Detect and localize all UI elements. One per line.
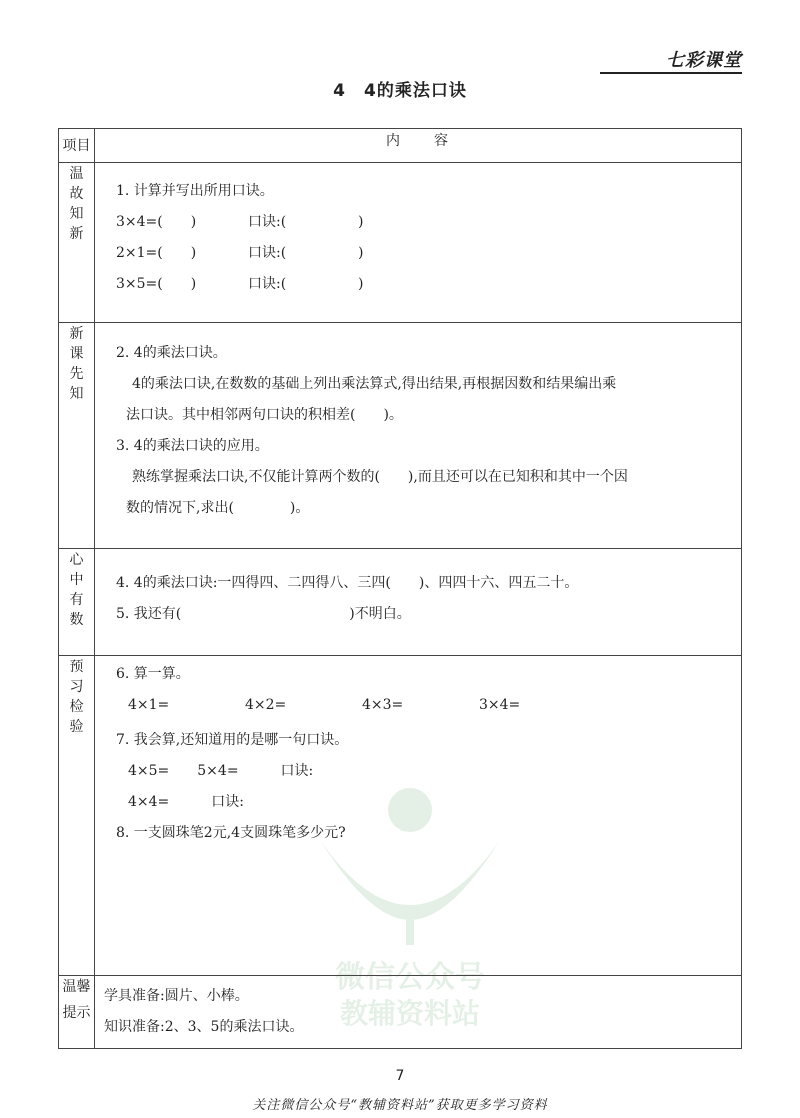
label-char: 知 (69, 386, 84, 402)
table-header-row (59, 129, 742, 163)
question-8: 8. 一支圆珠笔2元,4支圆珠笔多少元? (116, 825, 346, 841)
section-content (95, 323, 742, 549)
worksheet-table (58, 128, 742, 1049)
section-label (59, 656, 95, 976)
label-char: 温馨 (62, 979, 91, 995)
equation: 4×1= (128, 697, 170, 713)
section-label (59, 976, 95, 1049)
paragraph-line: 法口诀。其中相邻两句口诀的积相差( )。 (126, 407, 403, 423)
equation: 4×2= (245, 697, 287, 713)
label-char: 数 (69, 612, 84, 628)
rhyme-blank-end: ) (358, 214, 364, 230)
question-7: 7. 我会算,还知道用的是哪一句口诀。 (116, 732, 349, 748)
rhyme-blank-end: ) (358, 276, 364, 292)
label-char: 预 (69, 659, 84, 675)
header-label: 项目 (59, 129, 95, 163)
question-1: 1. 计算并写出所用口诀。 (116, 183, 274, 199)
label-char: 检 (69, 699, 84, 715)
section-content (95, 549, 742, 656)
label-char: 中 (69, 572, 84, 588)
rhyme-label: 口诀:( (248, 276, 287, 292)
section-content (95, 163, 742, 323)
question-2: 2. 4的乘法口诀。 (116, 345, 227, 361)
label-char: 习 (69, 679, 84, 695)
section-self-check (59, 549, 742, 656)
section-practice (59, 656, 742, 976)
paragraph-line: 熟练掌握乘法口诀,不仅能计算两个数的( ),而且还可以在已知积和其中一个因 (132, 469, 628, 485)
question-6: 6. 算一算。 (116, 666, 190, 682)
tip-line: 学具准备:圆片、小棒。 (104, 988, 249, 1004)
rhyme-label: 口诀:( (248, 245, 287, 261)
label-char: 温 (69, 166, 84, 182)
equation: 4×3= (362, 697, 404, 713)
brand-underline (600, 72, 742, 74)
brand-logo: 七彩课堂 (666, 50, 742, 71)
equation: 3×5=( ) (116, 276, 197, 292)
rhyme-label: 口诀:( (248, 214, 287, 230)
equation: 2×1=( ) (116, 245, 197, 261)
rhyme-blank-end: ) (358, 245, 364, 261)
section-content (95, 656, 742, 976)
label-char: 有 (69, 592, 84, 608)
footer-note: 关注微信公众号“教辅资料站”获取更多学习资料 (252, 1098, 548, 1113)
watermark-text-2: 教辅资料站 (339, 997, 480, 1030)
header-content: 内 容 (95, 129, 742, 163)
label-char: 新 (69, 226, 84, 242)
question-1-row (110, 238, 726, 269)
paragraph-line: 4的乘法口诀,在数数的基础上列出乘法算式,得出结果,再根据因数和结果编出乘 (132, 376, 617, 392)
section-label (59, 549, 95, 656)
label-char: 故 (69, 186, 84, 202)
watermark-text-1: 微信公众号 (335, 960, 485, 995)
tip-line: 知识准备:2、3、5的乘法口诀。 (104, 1019, 304, 1035)
question-1-row (110, 207, 726, 238)
question-7-row: 4×4= 口诀: (128, 794, 244, 810)
section-preview (59, 323, 742, 549)
label-char: 提示 (62, 1005, 91, 1021)
section-label (59, 163, 95, 323)
question-7-row: 4×5= 5×4= 口诀: (128, 763, 314, 779)
equation: 3×4= (479, 697, 521, 713)
question-3: 3. 4的乘法口诀的应用。 (116, 438, 269, 454)
page-title: 4 4的乘法口诀 (333, 81, 467, 101)
equation: 3×4=( ) (116, 214, 197, 230)
page-number: 7 (395, 1068, 405, 1084)
section-tips (59, 976, 742, 1049)
label-char: 验 (69, 719, 84, 735)
question-4: 4. 4的乘法口诀:一四得四、二四得八、三四( )、四四十六、四五二十。 (116, 575, 579, 591)
question-1-row (110, 269, 726, 300)
label-char: 新 (69, 326, 84, 342)
label-char: 先 (69, 366, 84, 382)
label-char: 知 (69, 206, 84, 222)
section-review (59, 163, 742, 323)
label-char: 课 (69, 346, 84, 362)
label-char: 心 (69, 552, 84, 568)
paragraph-line: 数的情况下,求出( )。 (126, 500, 310, 516)
section-label (59, 323, 95, 549)
question-6-row (110, 690, 726, 721)
question-5: 5. 我还有( )不明白。 (116, 606, 411, 622)
section-content (95, 976, 742, 1049)
